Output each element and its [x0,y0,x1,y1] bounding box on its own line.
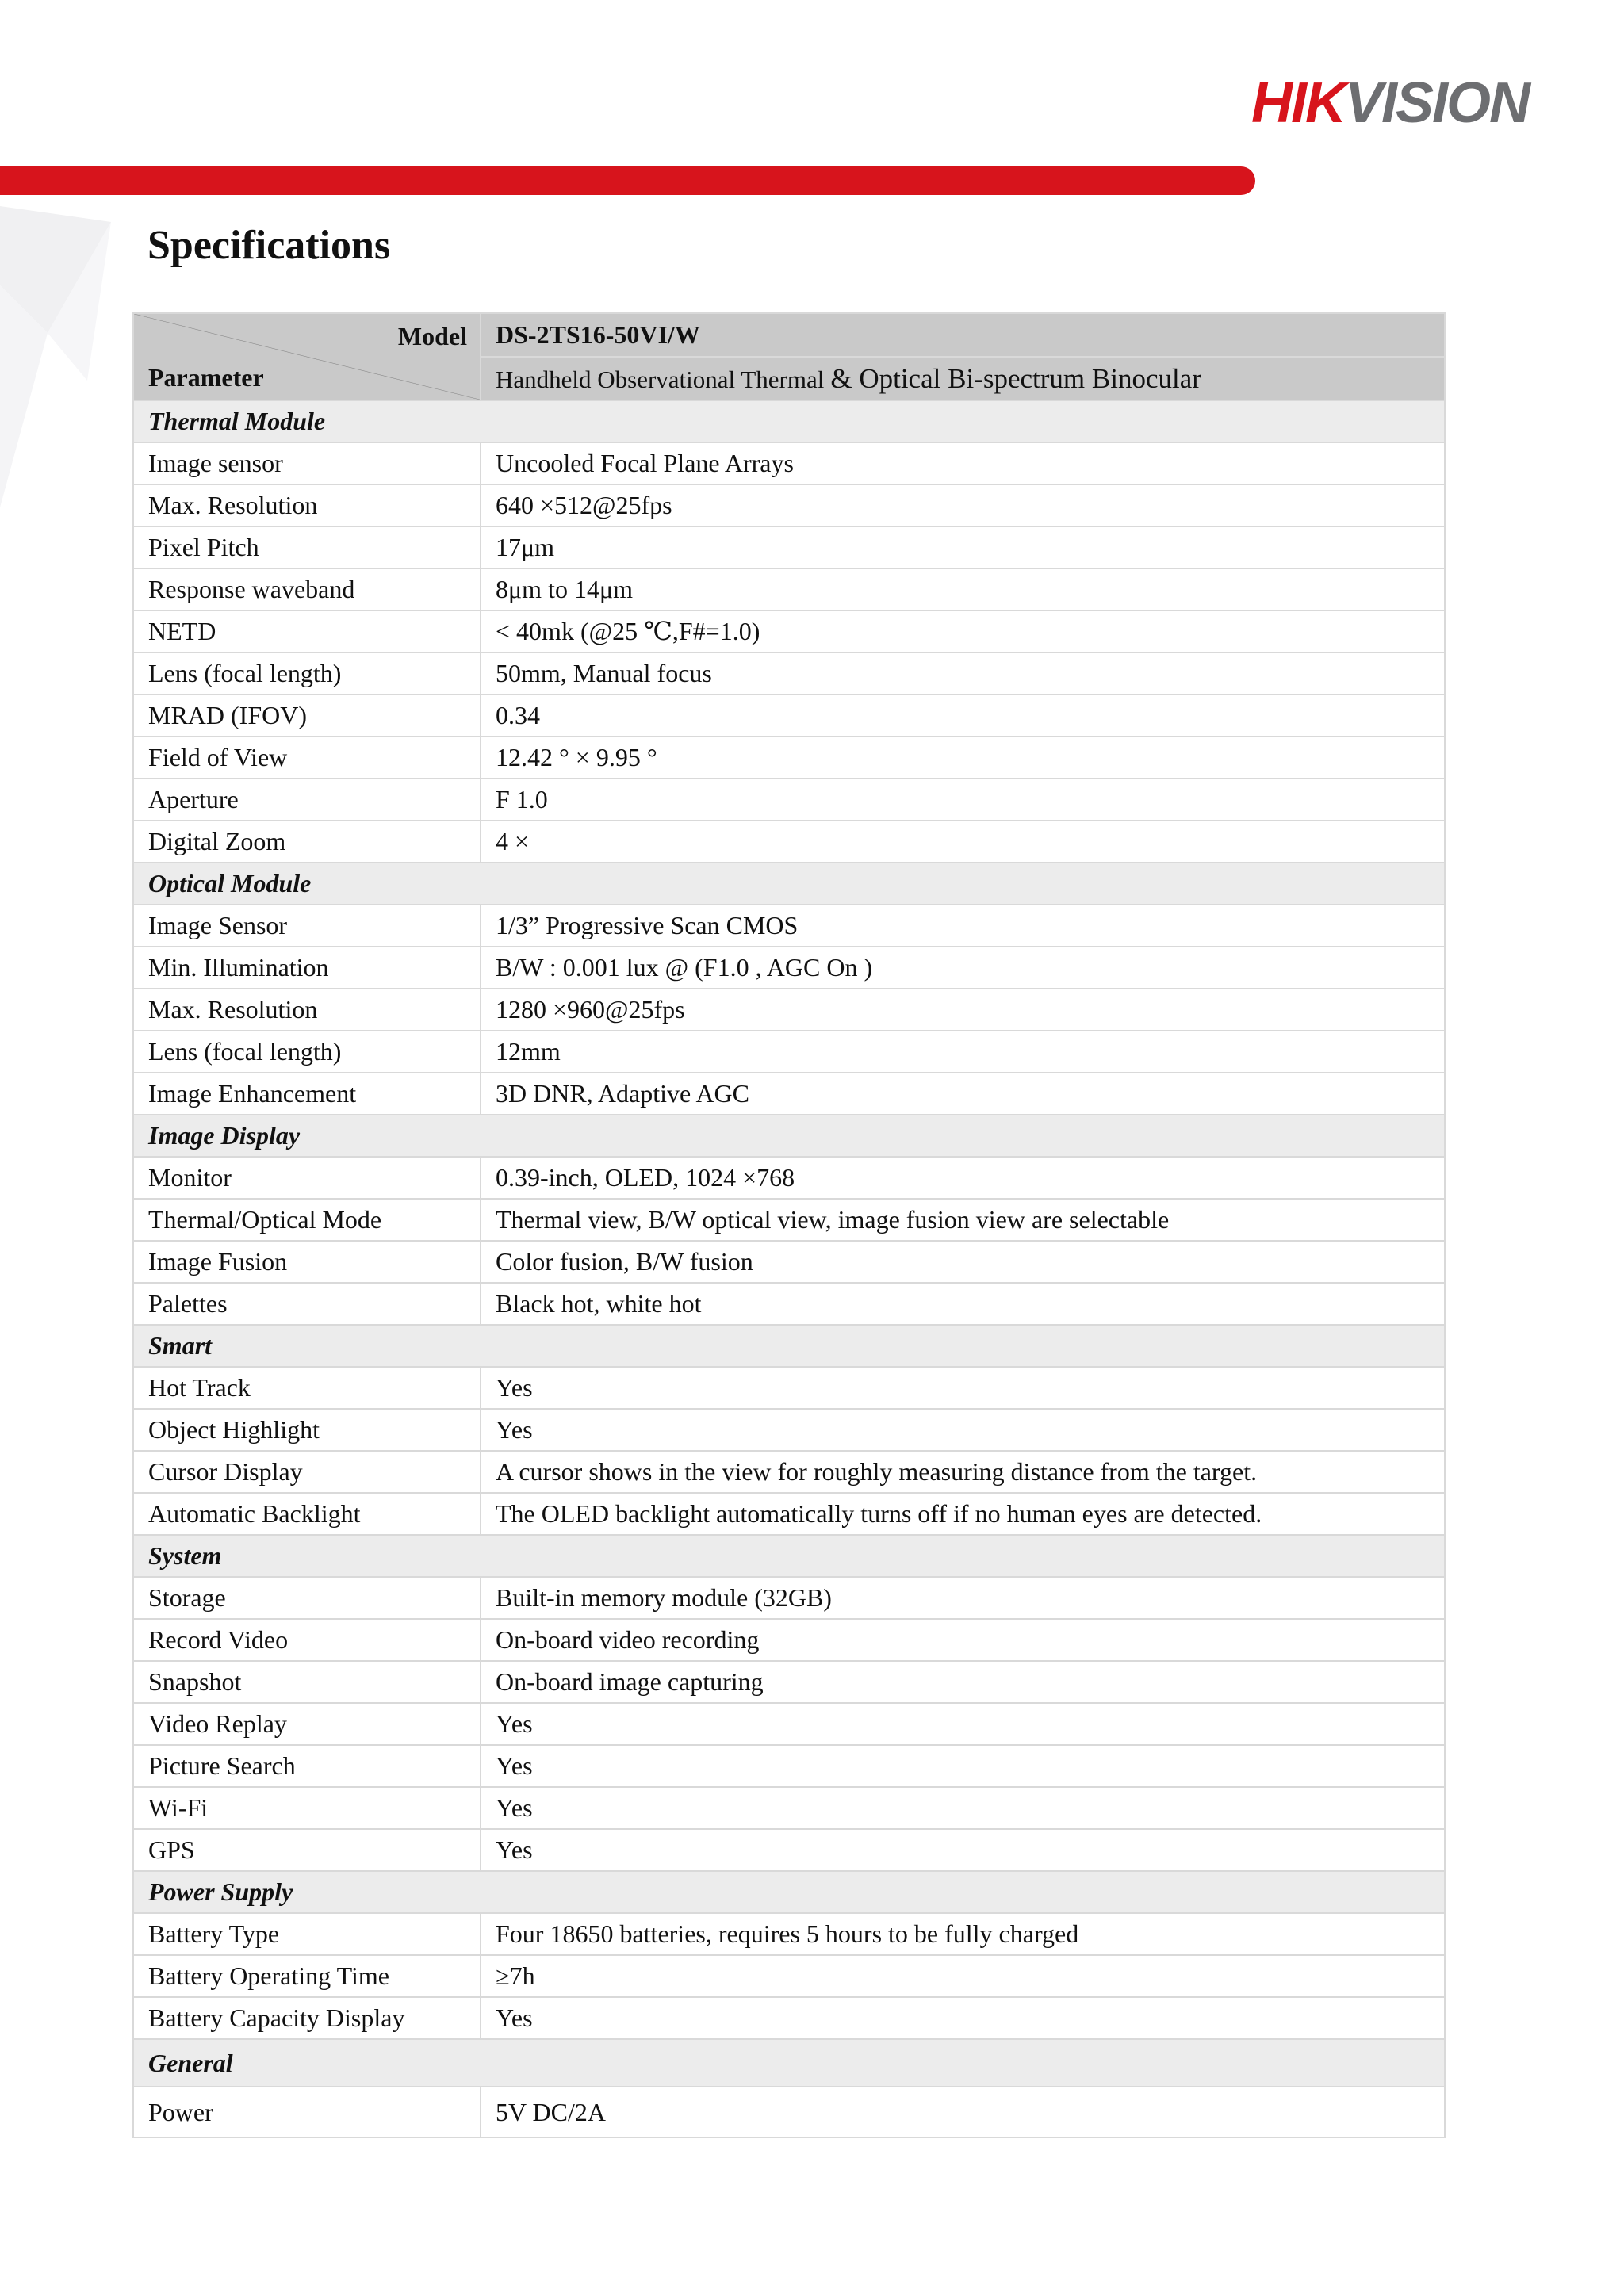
spec-parameter: Field of View [133,737,481,779]
spec-row [133,442,1445,484]
spec-parameter: Image Enhancement [133,1073,481,1115]
spec-parameter: Min. Illumination [133,947,481,989]
spec-parameter: Power [133,2087,481,2137]
spec-value: 5V DC/2A [481,2087,1445,2137]
section-title: Thermal Module [133,400,1445,442]
spec-row [133,1913,1445,1955]
section-title: Optical Module [133,863,1445,905]
spec-value: 50mm, Manual focus [481,652,1445,695]
spec-row [133,610,1445,652]
spec-parameter: GPS [133,1829,481,1871]
spec-value: 3D DNR, Adaptive AGC [481,1073,1445,1115]
page-title: Specifications [147,223,391,268]
spec-row [133,1493,1445,1535]
spec-parameter: Wi-Fi [133,1787,481,1829]
section-title: Power Supply [133,1871,1445,1913]
spec-value: Built-in memory module (32GB) [481,1577,1445,1619]
spec-value: Thermal view, B/W optical view, image fusion view are selectable [481,1199,1445,1241]
spec-row [133,989,1445,1031]
spec-parameter: Hot Track [133,1367,481,1409]
spec-value: 4 × [481,821,1445,863]
section-header-row [133,1115,1445,1157]
spec-row [133,1451,1445,1493]
spec-row [133,652,1445,695]
spec-value: Yes [481,1787,1445,1829]
model-label: Model [397,322,467,350]
spec-parameter: NETD [133,610,481,652]
spec-parameter: Lens (focal length) [133,1031,481,1073]
spec-parameter: Cursor Display [133,1451,481,1493]
spec-row [133,2087,1445,2137]
spec-parameter: MRAD (IFOV) [133,695,481,737]
spec-row [133,1619,1445,1661]
spec-value: B/W : 0.001 lux @ (F1.0 , AGC On ) [481,947,1445,989]
spec-parameter: Record Video [133,1619,481,1661]
spec-parameter: Battery Capacity Display [133,1997,481,2039]
spec-parameter: Battery Type [133,1913,481,1955]
spec-value: Yes [481,1409,1445,1451]
spec-row [133,1955,1445,1997]
model-description-part1: Handheld Observational Thermal [496,365,825,393]
spec-parameter: Palettes [133,1283,481,1325]
spec-row [133,526,1445,568]
spec-value: 8μm to 14μm [481,568,1445,610]
spec-value: 17μm [481,526,1445,568]
spec-parameter: Image Fusion [133,1241,481,1283]
spec-row [133,568,1445,610]
spec-parameter: Aperture [133,779,481,821]
section-header-row [133,1325,1445,1367]
spec-value: Yes [481,1745,1445,1787]
spec-parameter: Lens (focal length) [133,652,481,695]
spec-parameter: Max. Resolution [133,484,481,526]
spec-parameter: Digital Zoom [133,821,481,863]
spec-value: Yes [481,1367,1445,1409]
section-header-row [133,1535,1445,1577]
spec-row [133,821,1445,863]
spec-row [133,1367,1445,1409]
spec-row [133,695,1445,737]
section-title: General [133,2039,1445,2087]
model-parameter-diagonal-cell [133,313,481,400]
spec-value: Color fusion, B/W fusion [481,1241,1445,1283]
spec-parameter: Battery Operating Time [133,1955,481,1997]
spec-value: The OLED backlight automatically turns off if no human eyes are detected. [481,1493,1445,1535]
spec-value: F 1.0 [481,779,1445,821]
spec-row [133,1829,1445,1871]
spec-parameter: Object Highlight [133,1409,481,1451]
spec-value: Yes [481,1829,1445,1871]
section-header-row [133,863,1445,905]
spec-row [133,1997,1445,2039]
parameter-label: Parameter [148,363,264,392]
spec-row [133,484,1445,526]
model-name: DS-2TS16-50VI/W [481,313,1445,357]
spec-row [133,1157,1445,1199]
spec-parameter: Thermal/Optical Mode [133,1199,481,1241]
spec-parameter: Automatic Backlight [133,1493,481,1535]
model-description [481,357,1445,400]
spec-parameter: Snapshot [133,1661,481,1703]
spec-value: A cursor shows in the view for roughly measuring distance from the target. [481,1451,1445,1493]
spec-value: 0.39-inch, OLED, 1024 ×768 [481,1157,1445,1199]
spec-value: 12.42 ° × 9.95 ° [481,737,1445,779]
section-header-row [133,2039,1445,2087]
spec-parameter: Max. Resolution [133,989,481,1031]
spec-row [133,1199,1445,1241]
table-header-row-1 [133,313,1445,357]
section-header-row [133,400,1445,442]
spec-parameter: Picture Search [133,1745,481,1787]
hikvision-logo [1251,67,1568,138]
spec-row [133,1745,1445,1787]
spec-value: 12mm [481,1031,1445,1073]
section-title: Smart [133,1325,1445,1367]
spec-parameter: Pixel Pitch [133,526,481,568]
spec-row [133,1409,1445,1451]
spec-row [133,1577,1445,1619]
spec-parameter: Image Sensor [133,905,481,947]
spec-row [133,1661,1445,1703]
spec-parameter: Video Replay [133,1703,481,1745]
spec-value: 0.34 [481,695,1445,737]
spec-row [133,737,1445,779]
spec-row [133,1283,1445,1325]
spec-value: 1/3” Progressive Scan CMOS [481,905,1445,947]
model-description-part2: & Optical Bi-spectrum Binocular [830,362,1201,394]
section-header-row [133,1871,1445,1913]
spec-row [133,1241,1445,1283]
spec-row [133,947,1445,989]
spec-value: Black hot, white hot [481,1283,1445,1325]
svg-text:HIKVISION: HIKVISION [1251,71,1530,135]
spec-value: On-board video recording [481,1619,1445,1661]
decorative-background-shape [0,190,127,523]
spec-value: Uncooled Focal Plane Arrays [481,442,1445,484]
section-title: Image Display [133,1115,1445,1157]
spec-value: < 40mk (@25 ℃,F#=1.0) [481,610,1445,652]
spec-row [133,1703,1445,1745]
spec-parameter: Response waveband [133,568,481,610]
spec-value: Yes [481,1997,1445,2039]
red-header-bar [0,166,1255,195]
spec-parameter: Image sensor [133,442,481,484]
spec-row [133,1073,1445,1115]
spec-row [133,779,1445,821]
spec-value: On-board image capturing [481,1661,1445,1703]
specifications-table [132,312,1446,2138]
spec-parameter: Storage [133,1577,481,1619]
spec-value: 640 ×512@25fps [481,484,1445,526]
spec-parameter: Monitor [133,1157,481,1199]
spec-value: ≥7h [481,1955,1445,1997]
section-title: System [133,1535,1445,1577]
spec-value: Four 18650 batteries, requires 5 hours to be fully charged [481,1913,1445,1955]
spec-value: Yes [481,1703,1445,1745]
spec-row [133,1787,1445,1829]
spec-row [133,1031,1445,1073]
spec-row [133,905,1445,947]
spec-value: 1280 ×960@25fps [481,989,1445,1031]
